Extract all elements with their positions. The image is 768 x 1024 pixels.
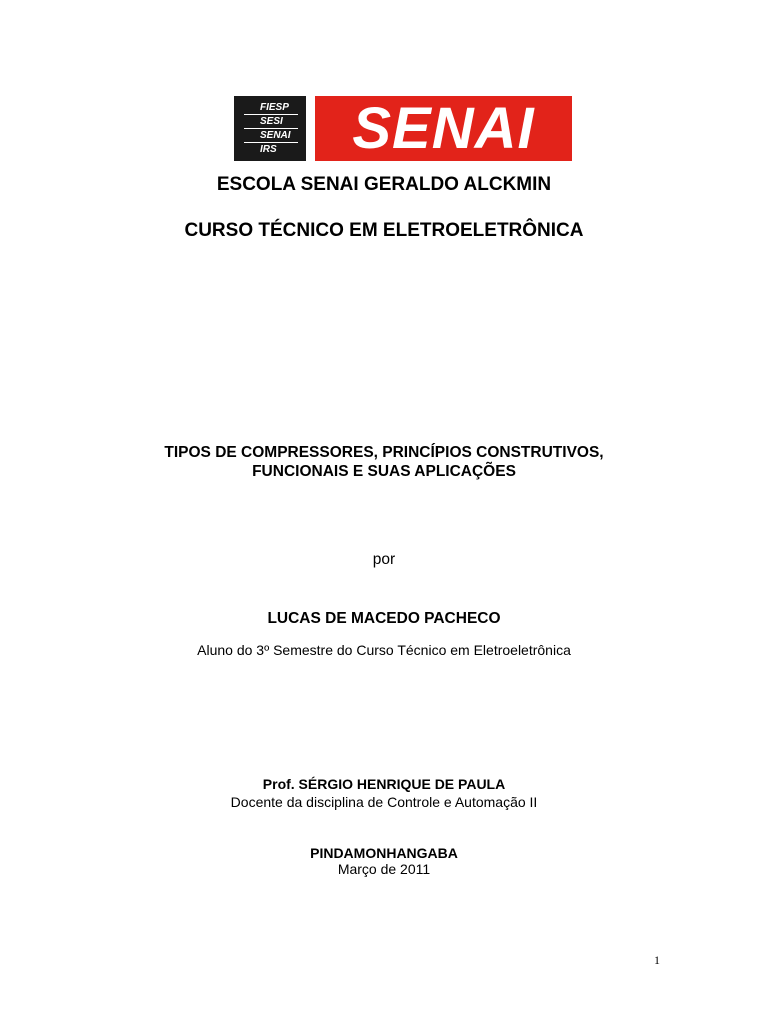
logo-partners-block: [234, 96, 306, 161]
logo-partner-fiesp: FIESP: [244, 101, 298, 115]
logo-wordmark-block: [315, 96, 572, 161]
logo-wordmark: SENAI: [352, 96, 535, 161]
author-name: LUCAS DE MACEDO PACHECO: [267, 610, 501, 627]
advisor-name: Prof. SÉRGIO HENRIQUE DE PAULA: [262, 776, 506, 792]
document-title-line-2: FUNCIONAIS E SUAS APLICAÇÕES: [252, 463, 516, 480]
logo-partners-list: [244, 101, 298, 156]
logo-partner-irs: IRS: [260, 144, 277, 155]
author-description: Aluno do 3º Semestre do Curso Técnico em Eletroeletrônica: [197, 642, 571, 658]
byline-label: por: [372, 551, 396, 568]
senai-logo: [234, 96, 572, 161]
logo-partner-sesi: SESI: [244, 115, 298, 129]
city: PINDAMONHANGABA: [310, 845, 458, 861]
school-name: ESCOLA SENAI GERALDO ALCKMIN: [216, 174, 552, 195]
advisor-description: Docente da disciplina de Controle e Automação II: [230, 794, 538, 810]
course-name: CURSO TÉCNICO EM ELETROELETRÔNICA: [184, 220, 584, 241]
document-title-line-1: TIPOS DE COMPRESSORES, PRINCÍPIOS CONSTRUTIVOS,: [164, 444, 604, 461]
page-number: 1: [654, 953, 660, 967]
logo-partner-senai: SENAI: [244, 129, 298, 143]
date: Março de 2011: [337, 861, 431, 877]
